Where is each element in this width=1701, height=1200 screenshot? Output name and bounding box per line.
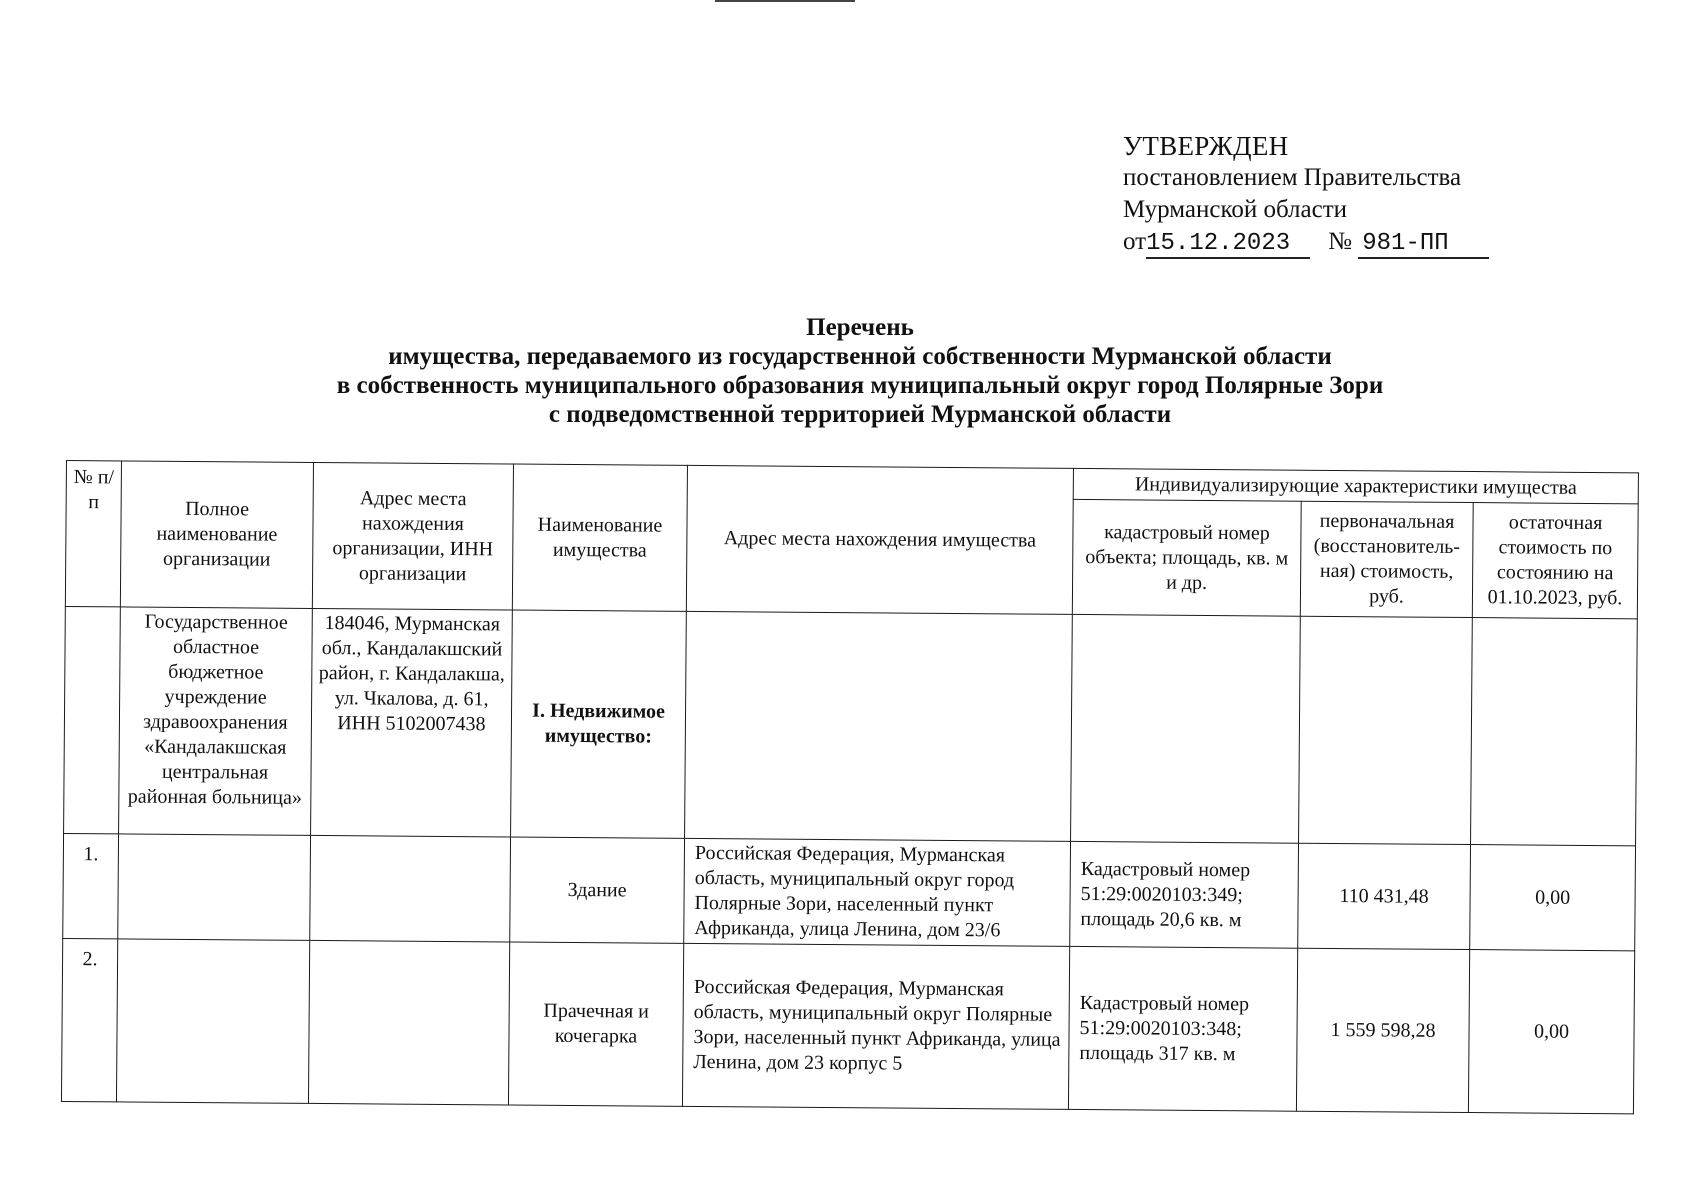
header-residual-cost: остаточная стоимость по состоянию на 01.10.2023, руб. — [1472, 503, 1638, 619]
approval-date: 15.12.2023 — [1146, 231, 1310, 259]
approval-date-number-line — [1123, 226, 1489, 259]
number-prefix: № — [1328, 228, 1352, 255]
row-item-address: Российская Федерация, Мурманская область, муниципальный округ город Полярные Зори, населенный пункт Африканда, улица Ленина, дом 23/6 — [684, 838, 1071, 946]
row-empty-org — [116, 939, 309, 1104]
row-item-address: Российская Федерация, Мурманская область, муниципальный округ Полярные Зори, населенный пункт Африканда, улица Ленина, дом 23 корпус 5 — [682, 943, 1069, 1109]
table-row — [63, 833, 1636, 950]
title-line-1: Перечень — [806, 314, 914, 341]
approval-number: 981-ПП — [1358, 231, 1488, 259]
title-line-2: имущества, передаваемого из государственной собственности Мурманской области — [388, 343, 1332, 370]
header-num: № п/п — [65, 461, 121, 607]
title-line-4: с подведомственной территорией Мурманской области — [548, 401, 1172, 428]
org-empty-cell-1 — [685, 611, 1073, 841]
row-empty-address — [308, 940, 509, 1105]
approval-title: УТВЕРЖДЕН — [1123, 131, 1289, 161]
header-initial-cost: первоначальная (восстановитель-ная) стоимость, руб. — [1300, 501, 1473, 617]
date-prefix: от — [1123, 228, 1147, 255]
row-item-name: Прачечная и кочегарка — [508, 942, 683, 1106]
row-num: 2. — [61, 938, 117, 1101]
row-initial-cost: 1 559 598,28 — [1296, 948, 1469, 1112]
row-num: 1. — [63, 833, 119, 938]
document-title — [240, 313, 1480, 429]
row-residual-cost: 0,00 — [1468, 950, 1634, 1114]
approval-block — [1123, 130, 1489, 259]
org-empty-cell-2 — [1071, 614, 1301, 843]
section-title-cell: I. Недвижимое имущество: — [511, 610, 687, 838]
row-empty-org — [118, 834, 311, 941]
org-name-cell: Государственное областное бюджетное учреждение здравоохранения «Кандалакшская центральная районная больница» — [119, 607, 313, 836]
table-header-row-1 — [66, 461, 1638, 504]
org-empty-cell-3 — [1299, 616, 1473, 844]
property-table-wrapper — [61, 460, 1638, 1152]
row-residual-cost: 0,00 — [1470, 845, 1636, 951]
approval-line-1: постановлением Правительства — [1123, 164, 1462, 191]
org-address-cell: 184046, Мурманская обл., Кандалакшский район, г. Кандалакша, ул. Чкалова, д. 61, ИНН 5102007438 — [311, 608, 513, 837]
header-org-address: Адрес места нахождения организации, ИНН организации — [312, 462, 513, 610]
header-org-name: Полное наименование организации — [120, 461, 313, 609]
scan-edge-mark — [715, 0, 855, 2]
table-row — [61, 938, 1634, 1113]
header-item-name: Наименование имущества — [512, 464, 687, 611]
row-cadastral: Кадастровый номер 51:29:0020103:349; площадь 20,6 кв. м — [1070, 841, 1299, 948]
row-initial-cost: 110 431,48 — [1298, 843, 1471, 949]
approval-line-2: Мурманской области — [1123, 196, 1348, 223]
org-empty-cell-4 — [1471, 618, 1638, 846]
table-row-organization — [64, 606, 1638, 845]
header-cadastral: кадастровый номер объекта; площадь, кв. м и др. — [1072, 499, 1301, 616]
row-item-name: Здание — [510, 837, 685, 943]
header-group: Индивидуализирующие характеристики имущества — [1073, 468, 1638, 503]
row-empty-address — [310, 835, 511, 942]
property-table — [61, 460, 1639, 1114]
header-item-address: Адрес места нахождения имущества — [686, 465, 1073, 614]
row-cadastral: Кадастровый номер 51:29:0020103:348; площадь 317 кв. м — [1068, 946, 1297, 1111]
org-num-cell — [64, 606, 121, 833]
title-line-3: в собственность муниципального образования муниципальный округ город Полярные Зори — [336, 372, 1384, 399]
